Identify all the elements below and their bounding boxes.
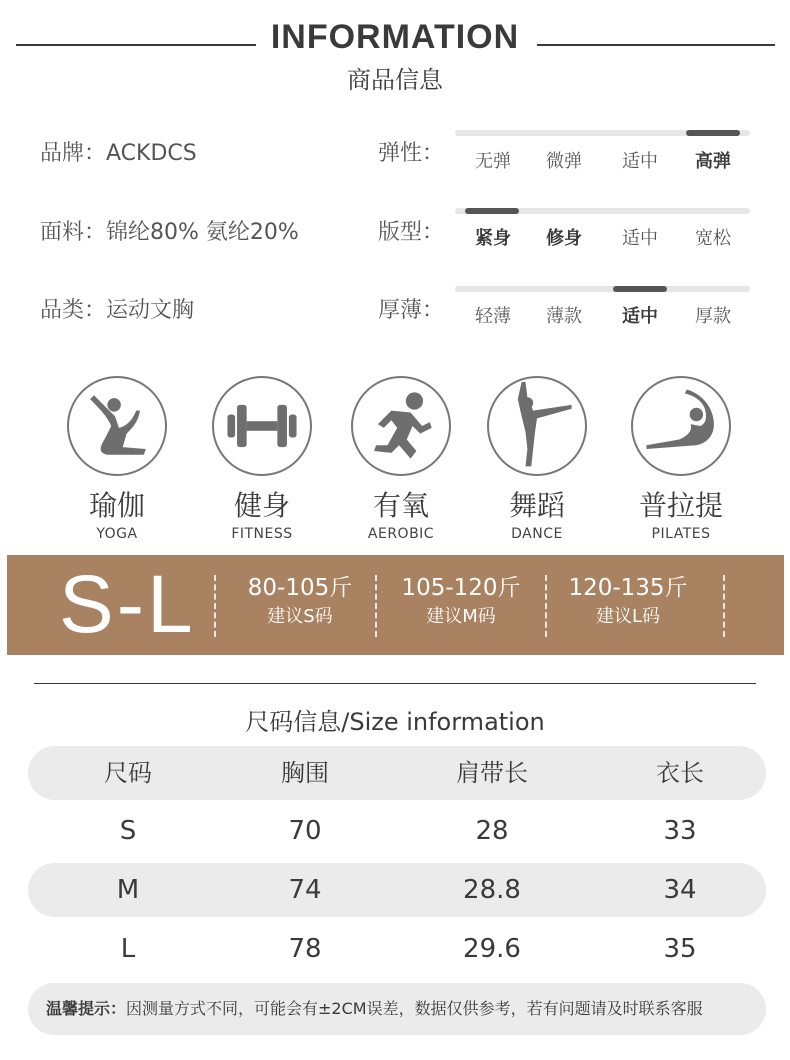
table-cell: S: [119, 816, 137, 846]
weight-range: 105-120斤: [401, 575, 521, 601]
scale-marker: [613, 286, 667, 292]
activity-name-en: FITNESS: [231, 526, 293, 542]
page-subtitle: 商品信息: [347, 66, 443, 94]
activity-aerobic: [336, 376, 466, 542]
scale-label-thickness: 厚薄：: [378, 298, 445, 323]
scale-option: 适中: [622, 228, 658, 249]
activity-dance: [472, 376, 602, 542]
yoga-icon: [67, 376, 167, 476]
activity-name: 舞蹈: [508, 489, 565, 522]
runner-icon: [351, 376, 451, 476]
scale-marker: [465, 208, 519, 214]
scale-track-thickness: [455, 286, 750, 292]
table-cell: 33: [663, 816, 697, 846]
section-divider: [34, 683, 756, 684]
activity-yoga: [52, 376, 182, 542]
size-suggestion: 建议L码: [595, 606, 661, 627]
column-header: 衣长: [656, 759, 704, 787]
pilates-icon: [631, 376, 731, 476]
banner-separator: [214, 575, 216, 637]
size-table-title: 尺码信息/Size information: [245, 708, 545, 736]
scale-label-fit: 版型：: [378, 220, 445, 245]
scale-option-selected: 适中: [622, 306, 658, 327]
attribute-key: 品牌：: [40, 141, 107, 166]
column-header: 尺码: [104, 759, 152, 787]
banner-separator: [545, 575, 547, 637]
activity-name: 有氧: [372, 489, 429, 522]
table-cell: L: [120, 934, 136, 964]
table-cell: 78: [288, 934, 322, 964]
dumbbell-icon: [212, 376, 312, 476]
table-cell: 35: [663, 934, 697, 964]
column-header: 肩带长: [456, 759, 528, 787]
attribute-fabric: [40, 215, 299, 246]
table-cell: 29.6: [463, 934, 521, 964]
table-cell: 70: [288, 816, 322, 846]
activity-name: 健身: [233, 489, 290, 522]
table-row: [28, 863, 766, 917]
scale-option: 适中: [622, 151, 658, 172]
size-recommendation-m: [381, 573, 541, 631]
activity-name-en: DANCE: [511, 526, 563, 542]
page-title: INFORMATION: [270, 18, 520, 56]
table-cell: 74: [288, 875, 322, 905]
size-range: S-L: [59, 559, 196, 650]
scale-label-elasticity: 弹性：: [378, 141, 445, 166]
table-row: [28, 804, 766, 858]
attribute-key: 品类：: [40, 298, 107, 323]
banner-separator: [723, 575, 725, 637]
size-recommendation-l: [553, 573, 703, 631]
scale-option: 修身: [546, 228, 582, 249]
size-table-header: [28, 746, 766, 800]
column-header: 胸围: [281, 759, 329, 787]
attribute-value: 运动文胸: [106, 298, 195, 323]
scale-option: 薄款: [546, 306, 582, 327]
measurement-notice: [28, 983, 766, 1035]
scale-track-elasticity: [455, 130, 750, 136]
size-suggestion: 建议M码: [426, 606, 496, 627]
activity-name-en: PILATES: [651, 526, 711, 542]
notice-text: 因测量方式不同，可能会有±2CM误差，数据仅供参考，若有问题请及时联系客服: [126, 999, 703, 1018]
activity-fitness: [197, 376, 327, 542]
activity-pilates: [616, 376, 746, 542]
table-cell: 28.8: [463, 875, 521, 905]
attribute-value: 锦纶80% 氨纶20%: [106, 220, 299, 245]
size-range-banner: [7, 555, 784, 655]
scale-option: 厚款: [695, 306, 731, 327]
activity-name: 瑜伽: [88, 489, 145, 522]
attribute-brand: [40, 136, 197, 167]
activity-name-en: YOGA: [96, 526, 138, 542]
table-cell: 28: [475, 816, 509, 846]
scale-option: 宽松: [695, 228, 731, 249]
attribute-key: 面料：: [40, 220, 107, 245]
table-cell: 34: [663, 875, 697, 905]
attribute-category: [40, 293, 194, 324]
scale-option: 轻薄: [475, 306, 511, 327]
scale-option-selected: 紧身: [475, 228, 511, 249]
scale-track-fit: [455, 208, 750, 214]
dancer-icon: [487, 376, 587, 476]
weight-range: 120-135斤: [568, 575, 688, 601]
size-recommendation-s: [225, 573, 375, 631]
table-cell: M: [116, 875, 140, 905]
scale-option-selected: 高弹: [695, 151, 731, 172]
scale-marker: [686, 130, 740, 136]
size-suggestion: 建议S码: [267, 606, 333, 627]
scale-option: 微弹: [546, 151, 582, 172]
table-row: [28, 922, 766, 976]
activity-name-en: AEROBIC: [367, 526, 435, 542]
banner-separator: [375, 575, 377, 637]
weight-range: 80-105斤: [247, 575, 353, 601]
scale-option: 无弹: [475, 151, 511, 172]
attribute-value: ACKDCS: [106, 141, 197, 166]
notice-label: 温馨提示：: [46, 999, 127, 1018]
activity-name: 普拉提: [638, 489, 723, 522]
